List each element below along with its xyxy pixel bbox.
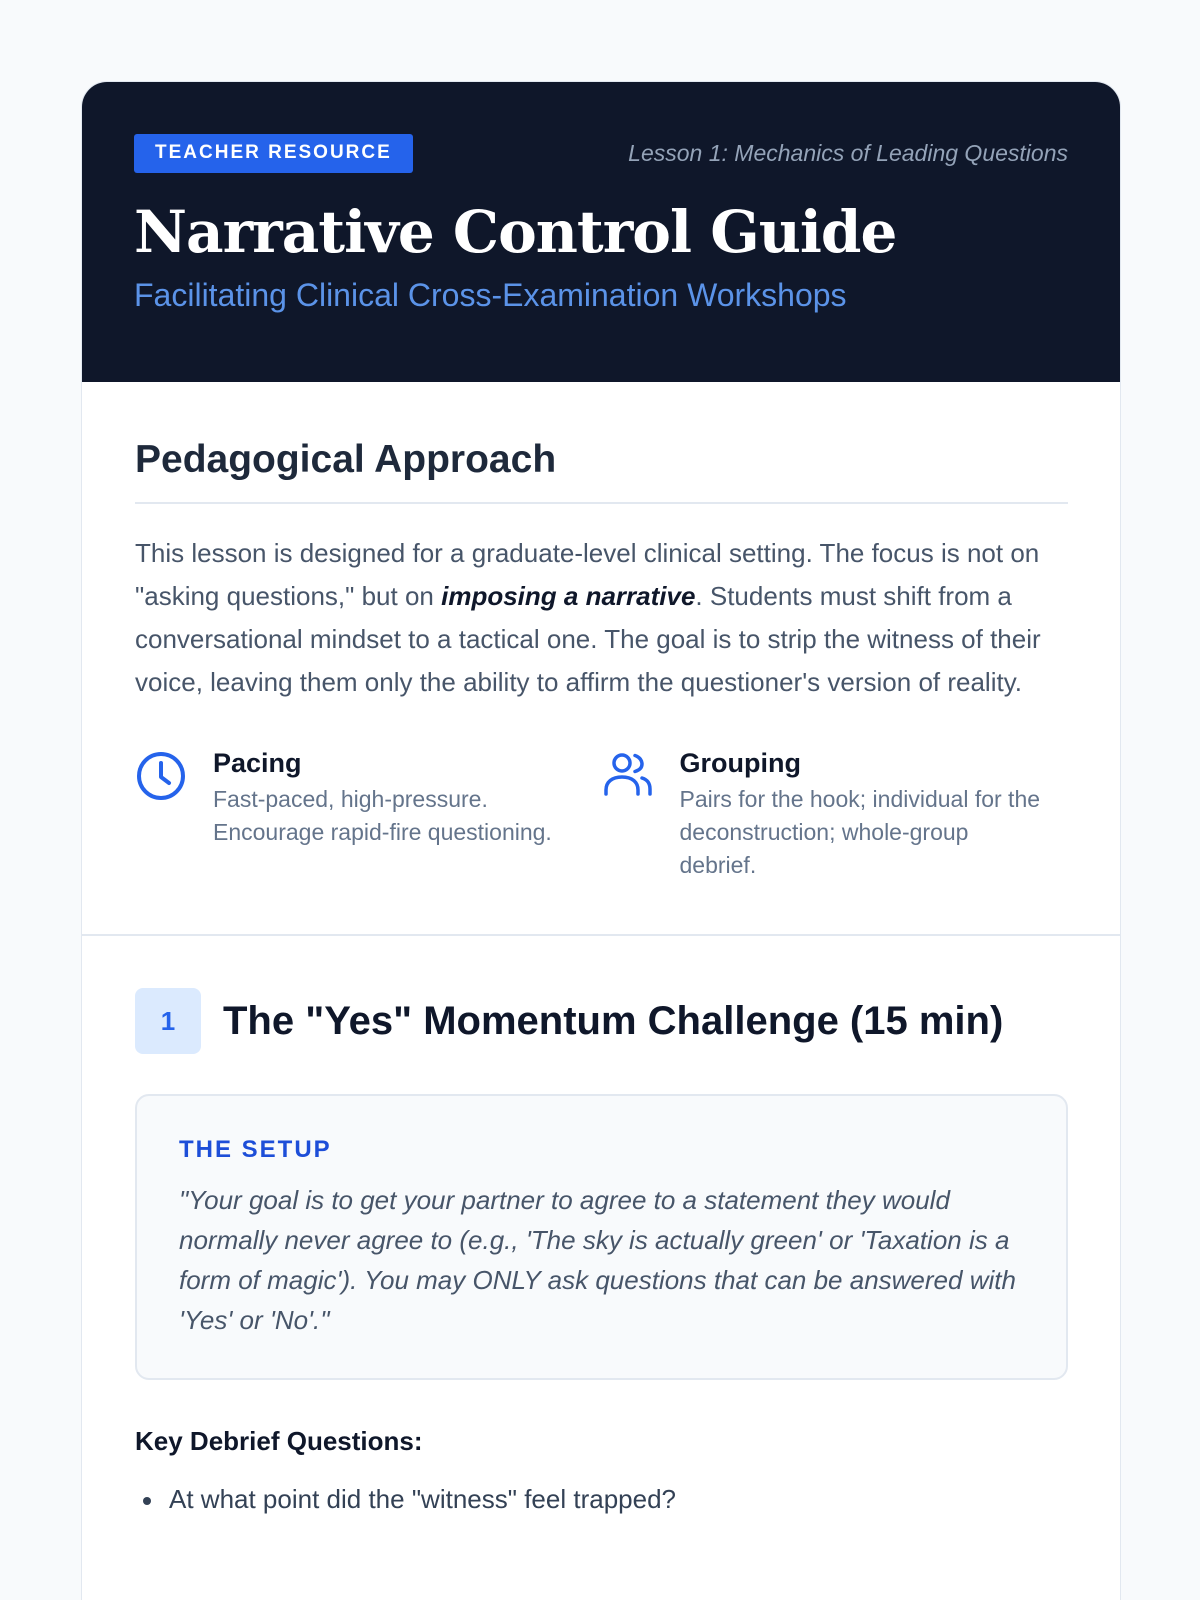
intro-emphasis: imposing a narrative [441, 581, 696, 611]
meta-pacing-body [213, 750, 583, 882]
activity-section [82, 936, 1120, 1517]
meta-grouping-title: Grouping [679, 748, 801, 778]
approach-heading: Pedagogical Approach [135, 438, 1068, 504]
guide-header [82, 82, 1120, 382]
meta-grouping [602, 750, 1069, 882]
debrief-title: Key Debrief Questions: [135, 1426, 423, 1456]
setup-quote: "Your goal is to get your partner to agree to a statement they would normally never agree to (e.g., 'The sky is actually green' or 'Taxation is a form of magic'). You may ONLY ask questions that can be answered with 'Yes' or 'No'." [179, 1185, 1016, 1335]
intro-text-start: This lesson is designed for a graduate-level clinical setting. The focus is not on "asking questions," but on [135, 538, 1040, 611]
resource-badge: TEACHER RESOURCE [134, 134, 413, 173]
meta-row [135, 750, 1068, 882]
guide-card [81, 81, 1121, 1600]
meta-grouping-text: Pairs for the hook; individual for the deconstruction; whole-group debrief. [679, 786, 1041, 878]
lesson-label: Lesson 1: Mechanics of Leading Questions [628, 140, 1068, 166]
page-subtitle: Facilitating Clinical Cross-Examination Workshops [134, 276, 847, 313]
approach-section [82, 382, 1120, 936]
activity-header [135, 988, 1068, 1054]
meta-grouping-body [680, 750, 1050, 882]
meta-pacing-title: Pacing [213, 748, 302, 778]
users-icon [602, 750, 654, 802]
clock-icon [135, 750, 187, 802]
debrief-list [135, 1481, 1068, 1517]
intro-text-end: . Students must shift from a conversational mindset to a tactical one. The goal is to strip the witness of their voice, leaving them only the ability to affirm the questioner's version of reality. [135, 581, 1041, 697]
setup-label: THE SETUP [179, 1136, 332, 1163]
approach-intro [135, 532, 1068, 704]
step-number-badge: 1 [135, 988, 201, 1054]
meta-pacing-text: Fast-paced, high-pressure. Encourage rapid-fire questioning. [213, 786, 552, 845]
list-item: At what point did the "witness" feel trapped? [135, 1481, 1068, 1517]
page-title: Narrative Control Guide [134, 198, 897, 266]
setup-box [135, 1094, 1068, 1380]
meta-pacing [135, 750, 602, 882]
activity-title: The "Yes" Momentum Challenge (15 min) [223, 998, 1004, 1043]
